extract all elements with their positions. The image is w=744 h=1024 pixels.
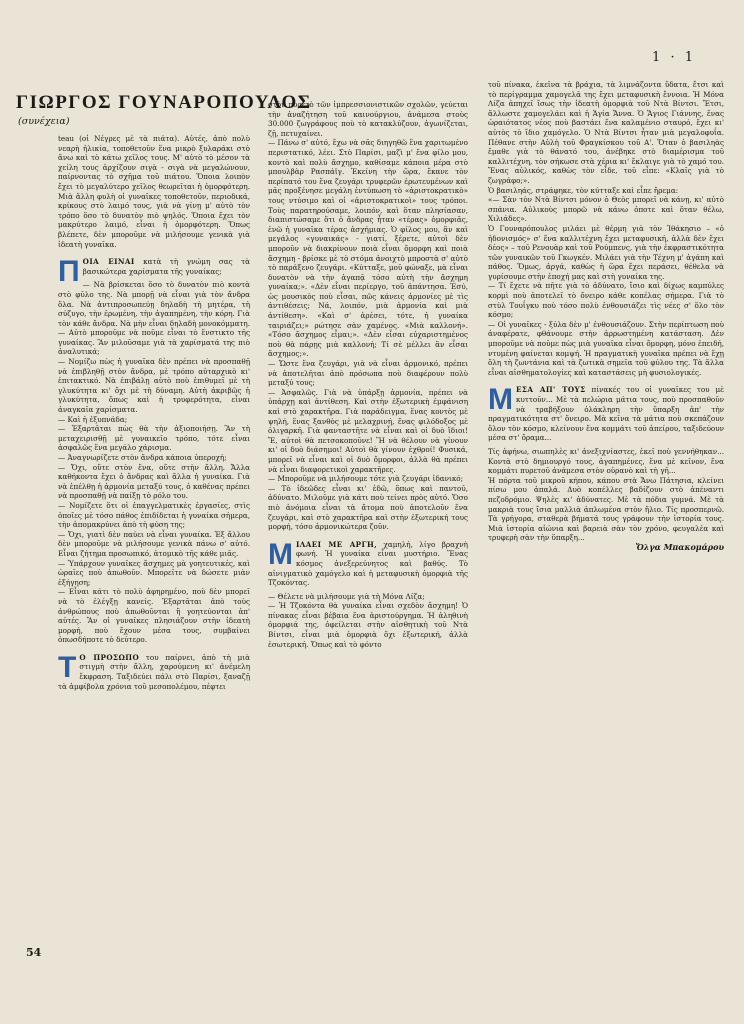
paragraph: — Νομίζω πὼς ἡ γυναῖκα δὲν πρέπει νὰ προσπαθῇ νὰ ἐπιβληθῇ στὸν ἄνδρα, μὲ τρόπο αὐταρχικὸ κι' ἐπιτακτικό. Νὰ ἐπιβάλῃ αὐτὸ ποὺ ἐπιθυμεῖ μὲ τὴ γλυκύτητα κι' ὄχι μὲ τὴ δύναμη. Αὐτὴ ἀκριβῶς ἡ γλυκύτητα, ὅπως καὶ ἡ τρυφερότητα, εἶναι ἀναγκαῖα χαρίσματα. [58, 357, 250, 415]
continuation-note: (συνέχεια) [18, 116, 70, 127]
paragraph: — Πάνω σ' αὐτό, ἔχω νὰ σᾶς διηγηθῶ ἕνα χαριτωμένο περιστατικό, λέει. Στὸ Παρίσι, μαζὶ μ' ἕνα φίλο μου, κοντὸ καὶ πολὺ ἄσχημο, καθίσαμε κάποια μέρα στὸ μπουλβὰρ Ρασπάϊγ. Ἐκείνη τὴν ὥρα, ἔκανε τὸν περίπατό του ἕνα ζευγάρι τρυφερῶν ἐρωτευμένων καὶ μᾶς προξένησε μεγάλη ἐντύπωση τὸ «ἀριστοκρατικὸ» τους ντύσιμο καὶ οἱ «ἀριστοκρατικοὶ» τους τρόποι. Τοὺς παρατηρούσαμε, λοιπόν, καὶ ὅταν πλησίασαν, διαπιστώσαμε ὅτι ὁ ἄνδρας ἦταν «τέρας» ὀμορφιᾶς, ἐνῶ ἡ γυναῖκα τέρας ἀσχήμιας. Ὁ φίλος μου, ἂν καὶ μεγάλος «γυναικάς» - γιατί, ξέρετε, αὐτοὶ δὲν μποροῦν νὰ διακρίνουν ποιὰ εἶναι ὄμορφη καὶ ποιὰ ἄσχημη - βρίσκε μὲ τὸ στόμα ἀνοιχτὸ μπροστὰ σ' αὐτὸ τὸ παράξενο ζευγάρι. «Κύτταξε, μοῦ φώναξε, μὰ εἶναι δυνατὸν νὰ τὴν ἀγαπᾷ τόσο αὐτὴ τὴν ἄσχημη γυναίκα;». «Δὲν εἶναι περίεργο, τοῦ ἀπάντησα. Ἐσύ, ὡς μουσικὸς ποὺ εἶσαι, πῶς κάνεις ἁρμονίες μὲ τὶς ἀντιθέσεις; Νά, λοιπόν, μιὰ ἁρμονία καὶ μιὰ ἀντίθεση». «Καὶ σ' ἀρέσει, τότε, ἡ γυναίκα ταιριάζει;» ρώτησε σὰν χαμένος. «Μιὰ καλλονή». «Τόσο ἄσχημος εἶμαι;». «Δὲν εἶσαι εὐχαριστημένος ποὺ θὰ πάρῃς μιὰ καλλονή; Τί σὲ μέλλει ἂν εἶσαι ἄσχημος;». [268, 138, 468, 359]
paragraph: — Θέλετε νὰ μιλήσουμε γιὰ τὴ Μόνα Λίζα; [268, 591, 425, 601]
paragraph: κατὰ τὴ γνώμη σας τὰ βασικώτερα χαρίσματα τῆς γυναίκας; [82, 257, 250, 276]
paragraph: — Τί ἔχετε νὰ πῆτε γιὰ τὸ ἀδύνατο, ἴσιο καὶ δίχως καμπύλες κορμὶ ποὺ ἀποτελεῖ τὸ ὄνειρο κάθε κοπέλας σήμερα. Γιὰ τὸ στὺλ Τουΐγκυ ποὺ τόσο πολὺ ἐνθουσιάζει τὶς νέες σ' ὅλο τὸν κόσμο; [488, 281, 724, 320]
paragraph: του παίρνει, ἀπὸ τὴ μιὰ στιγμὴ στὴν ἄλλη, χαρούμενη κι' ἀνέμελη ἔκφραση. Ταξιδεύει πάλι στὸ Παρίσι, ξαναζῇ τὰ ἀμφίβολα χρόνια τοῦ μεσοπολέμου, πέφτει [58, 652, 250, 691]
paragraph: — Ἀσφαλῶς. Γιὰ νὰ ὑπάρξῃ ἁρμονία, πρέπει νὰ ὑπάρχῃ καὶ ἀντίθεση. Καὶ στὴν ἐξωτερικὴ ἐμφάνιση καὶ στὸ χαρακτῆρα. Γιὰ παράδειγμα, ἕνας κοντὸς μὲ ψηλή, ἕνας ξανθὸς μὲ μελαχρινή, ἕνας φιλόδοξος μὲ ὀλιγαρκῆ. Γιὰ φανταστῆτε νὰ εἶναι καὶ οἱ δυὸ ἴδιοι! Ἔ, αὐτοὶ θὰ πετσοκοποῦνε! Ἢ νὰ θέλουν νὰ γίνουν κι' οἱ δυὸ διάσημοι! Αὐτοὶ θὰ γίνουν ἐχθροί! Φυσικά, μπορεῖ νὰ εἶναι καὶ οἱ δυὸ ὄμορφοι, ἀλλὰ θὰ πρέπει νὰ εἶναι διαφορετικοὶ χαρακτῆρες. [268, 387, 468, 474]
drop-cap: Τ [58, 650, 77, 684]
paragraph: — Τὸ ἰδεῶδες εἶναι κι' ἐδῶ, ὅπως καὶ παντοῦ, ἀδύνατο. Μιλοῦμε γιὰ κάτι ποὺ τείνει πρὸς αὐτό. Ὅσο πιὸ ἀνόμοια εἶναι τὰ ἄτομα ποὺ ἀποτελοῦν ἕνα ζευγάρι, καὶ στὸ χαρακτῆρα καὶ στὴν ἐξωτερική τους μορφή, τόσο ἁρμονικώτερα ζοῦν. [268, 483, 468, 532]
paragraph: — Αὐτὸ μποροῦμε νὰ ποῦμε εἶναι τὸ ἔνστικτο τῆς γυναίκας. Ἂν μιλοῦσαμε γιὰ τὰ χαρίσματά της πιὸ ἀναλυτικά; [58, 328, 250, 357]
paragraph: Ἡ πόρτα τοῦ μικροῦ κήπου, κάπου στὰ Ἄνω Πάτησια, κλείνει πίσω μου ἁπαλά. Δυὸ κοπέλλες βαδίζουν στὸ ἀπέναντι πεζοδρόμιο. Ψηλὲς κι' ἀδύνατες. Μὲ τὰ πόδια γυμνά. Μὲ τὰ μακριὰ τους ἴσια μαλλιὰ ἁπλωμένα στὸν ἥλιο. Τίς προσπερνῶ. Τὰ γρήγορα, σταθερὰ βήματά τους γράφουν τὴν ἱστορία τους. Μιὰ ἱστορία αἰώνια καὶ βαρειὰ σὰν τὸν χρόνο, φευγαλέα καὶ τρυφερὴ σὰν τὴν ὕπαρξη... [488, 475, 724, 543]
paragraph: στὸν πυρετὸ τῶν ἰμπρεσσιονιστικῶν σχολῶν, γεύεται τὴν ἀναζήτηση τοῦ καινούργιου, ἀνάμεσα στοὺς 30.000 ζωγράφους ποὺ τὸ κατακλύζουν, ἀγωνίζεται, ζῇ, πετυχαίνει. [268, 100, 468, 138]
paragraph: — Ὄχι, οὔτε στὸν ἕνα, οὔτε στὴν ἄλλη. Ἄλλα καθήκοντα ἔχει ὁ ἄνδρας καὶ ἄλλα ἡ γυναίκα. Γιὰ νὰ ἐπέλθῃ ἡ ἁρμονία μεταξύ τους, ὁ καθένας πρέπει νὰ προσπαθῇ νὰ παίξῃ τὸ ρόλο του. [58, 462, 250, 501]
section-start [268, 537, 468, 588]
paragraph: τοῦ πίνακα, ἐκεῖνα τὰ βράχια, τὰ λιμνάζοντα ὕδατα, ἔτσι καὶ τὸ περίγραμμα χαμογελᾶ της ἔχει μεταφυσικὴ ἔννοια. Ἡ Μόνα Λίζα ἀπηχεῖ ἴσως τὴν ἰδεατὴ ὀμορφιὰ τοῦ Ντὰ Βίντσι. Ἔτσι, ἄλλωστε χαμογελάει καὶ ἡ Ἁγία Ἄννα. Ὁ Ἅγιος Γιάννης, ἕνας ὡραιότατος νέος ποὺ βαστάει ἕνα καλαμένιο σταυρό, ἔχει κι' αὐτὸς τὸ ἴδιο χαμόγελο. Ὁ Ντὰ Βίντσι ἦταν μιὰ μεγαλοφυΐα. Πέθανε στὴν Αὐλὴ τοῦ Φραγκίσκου τοῦ Α'. Ὅταν ὁ βασιληὰς ἔμαθε γιὰ τὸ θάνατό του, ἀνέβηκε στὸ διαμέρισμα τοῦ καλλιτέχνη, τὸν σήκωσε στὰ χέρια κι' ἔκλαιγε γιὰ τὸ χαμό του. Ἕνας αὐλικός, καθὼς τὸν εἶδε, τοῦ εἶπε: «Κλαῖς γιὰ τὸ ζωγράφο;». [488, 80, 724, 185]
paragraph: — Μποροῦμε νὰ μιλήσουμε τότε γιὰ ζευγάρι ἰδανικό; [268, 474, 464, 484]
text-column-3 [488, 80, 724, 553]
section-lead: ΙΛΑΕΙ ΜΕ ΑΡΓΗ, [296, 539, 378, 549]
paragraph: — Εἶναι κάτι τὸ πολὺ ἀφηρημένο, ποὺ δὲν μπορεῖ νὰ τὸ ἐλέγξῃ κανείς. Ἐξαρτᾶται ἀπὸ τοὺς ἀνθρώπους ποὺ ἀπωθοῦνται ἢ γοητεύονται ἀπ' αὐτές. Ἂν οἱ γυναῖκες πλησιάζουν στὴν ἰδεατὴ μορφή, ποὺ ἔχουν μέσα τους, συμβαίνει ὁπωσδήποτε τὸ δεύτερο. [58, 587, 250, 645]
section-start [58, 650, 250, 691]
paragraph: «— Σὰν τὸν Ντὰ Βίντσι μόνον ὁ Θεὸς μπορεῖ νὰ κάνῃ, κι' αὐτὸ σπάνια. Αὐλικοὺς μπορῶ νὰ κάνω ὁποτε καὶ ὅταν θέλω, Χιλιάδες». [488, 195, 724, 224]
author-title: ΓΙΩΡΓΟΣ ΓΟΥΝΑΡΟΠΟΥΛΟΣ [16, 92, 312, 113]
paragraph: — Νὰ βρίσκεται ὅσο τὸ δυνατὸν πιὸ κοντὰ στὸ φῦλο της. Νὰ μπορῇ νὰ εἶναι γιὰ τὸν ἄνδρα ὅλα. Νὰ ἀντιπροσωπεύῃ δηλαδὴ τὴ μητέρα, τὴ σύζυγο, τὴν ἐρωμένη, τὴν ἀγαπημένη, τὴν κόρη. Γιὰ τὸν κάθε ἄνδρα. Νὰ μὴν εἶναι δηλαδὴ μονοκόμματη. [58, 280, 251, 328]
paragraph: — Ἀναγνωρίζετε στὸν ἄνδρα κάποια ὑπεροχή; [58, 453, 227, 462]
paragraph: — Ὄχι, γιατὶ δὲν παύει νὰ εἶναι γυναίκα. Ἐξ ἄλλου δὲν μποροῦμε νὰ μιλήσουμε γενικὰ πάνω σ' αὐτό. Εἶναι ζήτημα προσωπικό, ἀτομικὸ τῆς κάθε μιᾶς. [58, 529, 250, 558]
paragraph: teau (οἱ Νέγρες μὲ τὰ πιάτα). Αὐτές, ἀπὸ πολὺ νεαρὴ ἡλικία, τοποθετοῦν ἕνα μικρὸ ξυλαράκι στὸ ἄνω καὶ τὸ κάτω χεῖλος τους. Μ' αὐτὸ τὸ μέσον τὰ χείλη τους ἀρχίζουν σιγὰ - σιγὰ νὰ μεγαλώνουν, παίρνοντας τὸ σχῆμα τοῦ πιάτου. Ὅποια λοιπὸν ἔχει τὸ μεγαλύτερο χεῖλος θεωρεῖται ἡ ὀμορφότερη. Μιὰ ἄλλη φυλὴ οἱ γυναῖκες τοποθετοῦν, περιοδικά, κρίκους στὸ λαιμό τους, γιὰ νὰ γίνῃ μ' αὐτὸ τὸν τρόπο ὅσο τὸ δυνατὸν πιὸ ψηλός. Ὅποια ἔχει τὸν μακρύτερο λαιμό, εἶναι ἡ ὀμορφότερη. Ὅπως βλέπετε, δὲν μποροῦμε νὰ μιλήσουμε γενικὰ γιὰ ἰδεατὴ γυναῖκα. [58, 134, 250, 249]
section-lead: Ο ΠΡΟΣΩΠΟ [79, 652, 140, 662]
paragraph: Τίς ἀφήνω, σιωπηλὲς κι' ἀνεξιχνίαστες, ἐκεῖ ποὺ γεννήθηκαν... Κοντὰ στὸ δημιουργό τους, ἀγαπημένες, ἕνα μὲ κεῖνον, ἕνα κομμάτι πυρετοῦ ἀνάμεσα στὸν οὐρανὸ καὶ τὴ γῆ... [488, 446, 724, 476]
section-lead: ΟΙΑ ΕΙΝΑΙ [82, 257, 135, 267]
text-column-2 [268, 100, 468, 649]
paragraph: — Ἡ Τζοκόντα θὰ γυναίκα εἶναι σχεδὸν ἄσχημη! Ὁ πίνακας εἶναι βέβαια ἕνα ἀριστούργημα. Ἡ ἀληθινὴ ὀμορφιά της, ὀφείλεται στὴν αἰσθητικὴ τοῦ Ντὰ Βίντσι, εἶναι μιὰ ὀμορφιὰ ὄχι ἐξωτερική, ἀλλὰ ἐσωτερική. Ὅπως καὶ τὸ φόντο [268, 601, 468, 649]
text-column-1 [58, 134, 250, 695]
header-mark: 1 · 1 [652, 50, 696, 65]
paragraph: χαμηλή, λίγο βραχνὴ φωνή. Ἡ γυναίκα εἶναι μυστήριο. Ἕνας κόσμος ἀνεξερεύνητος καὶ βαθύς. Τὸ αἰνιγματικὸ χαμόγελο καὶ ἡ μεταφυσικὴ ὀμορφιὰ τῆς Τζοκόντας. [268, 539, 468, 588]
paragraph: Ὁ Γουναρόπουλος μιλάει μὲ θέρμη γιὰ τὸν Ἰθάκησιο – «ὁ ἡδονισμός» σ' ἕνα καλλιτέχνη ἔχει μεταφυσική, ἀλλὰ δὲν ἔχει δέος» – τοῦ Ρενουὰρ καὶ τοῦ Ρούμπενς, γιὰ τὴν ἐκφραστικότητα τῶν γυναικῶν τοῦ Γκωγκέν. Μιλάει γιὰ τὴν Τέχνη μ' ἀγάπη καὶ πάθος. Ὅμως, ἀργά, καθὼς ἡ ὥρα ἔχει περάσει, θέθελα νὰ γυρίσουμε στὴν ἐποχή μας καὶ στὴ γυναίκα της. [488, 223, 724, 281]
section-start [488, 385, 724, 443]
drop-cap: Π [58, 255, 80, 289]
page-number: 54 [26, 946, 42, 959]
paragraph: Ὁ βασιληάς, στράφηκε, τὸν κύτταξε καὶ εἶπε ἤρεμα: [488, 185, 679, 195]
paragraph: — Οἱ γυναῖκες - ξύλα δὲν μ' ἐνθουσιάζουν. Στὴν περίπτωση ποὺ ἀναφέρατε, φθάνουμε στὴν ἀρρωστημένη κατάσταση. Δὲν μποροῦμε νὰ ποῦμε πὼς μιὰ γυναῖκα εἶναι ὄμορφη, μόνο ἐπειδή, ντυμένη φαίνεται κομψή. Ἡ πραγματικὴ γυναῖκα πρέπει νὰ ἔχῃ ὅλη τὴ ζωντάνια καὶ τὰ ζωτικὰ σημεῖα τοῦ φύλου της. Τὰ ἄλλα εἶναι αἰσθηματολογίες καὶ καταστάσεις μὴ φυσιολογικές. [488, 319, 724, 377]
paragraph: — Ἐξαρτᾶται πὼς θὰ τὴν ἀξιοποιήσῃ. Ἂν τὴ μεταχειρισθῇ μὲ γυναικεῖο τρόπο, τότε εἶναι ἀσφαλῶς ἕνα μεγάλο χάρισμα. [58, 424, 250, 453]
section-start [58, 255, 250, 289]
section-lead: ΕΣΑ ΑΠ' ΤΟΥΣ [516, 385, 586, 395]
drop-cap: Μ [488, 383, 513, 417]
paragraph: πίνακές του οἱ γυναῖκες του μὲ κυττοῦν... Μὲ τὰ πελώρια μάτια τους, ποὺ προσπαθοῦν νὰ τραβήξουν ὁλάκληρη τὴν ὕπαρξη ἀπ' τὴν πραγματικότητα στ' ὄνειρο. Μὰ κεῖνα τὰ μάτια ποὺ σκεπάζουν ὅλον τὸν κόσμο, κλείνουν ἕνα κομμάτι τοῦ ἀπείρου, ταξιδεύουν μέσα στ' ὄραμα... [488, 385, 724, 443]
paragraph: — Ὑπάρχουν γυναῖκες ἄσχημες μὰ γοητευτικές, καὶ ὡραῖες ποὺ ἀπωθοῦν. Μπορεῖτε νὰ δώσετε μιὰν ἐξήγηση; [58, 558, 250, 587]
drop-cap: Μ [268, 537, 293, 571]
paragraph: — Νομίζετε ὅτι οἱ ἐπαγγελματικὲς ἐργασίες, στὶς ὁποῖες μὲ τόσο πάθος ἐπιδίδεται ἡ γυναίκα σήμερα, τὴν ἀπομακρύνει ἀπὸ τὴ φύση της; [58, 500, 250, 530]
paragraph: — Ὥστε ἕνα ζευγάρι, γιὰ νὰ εἶναι ἁρμονικό, πρέπει νὰ ἀποτελῆται ἀπὸ πρόσωπα ποὺ διαφέρουν πολὺ μεταξύ τους; [268, 359, 468, 388]
paragraph: — Καὶ ἡ ἐξυπνάδα; [58, 414, 128, 424]
author-signature: Ὄλγα Μπακομάρου [635, 541, 724, 552]
